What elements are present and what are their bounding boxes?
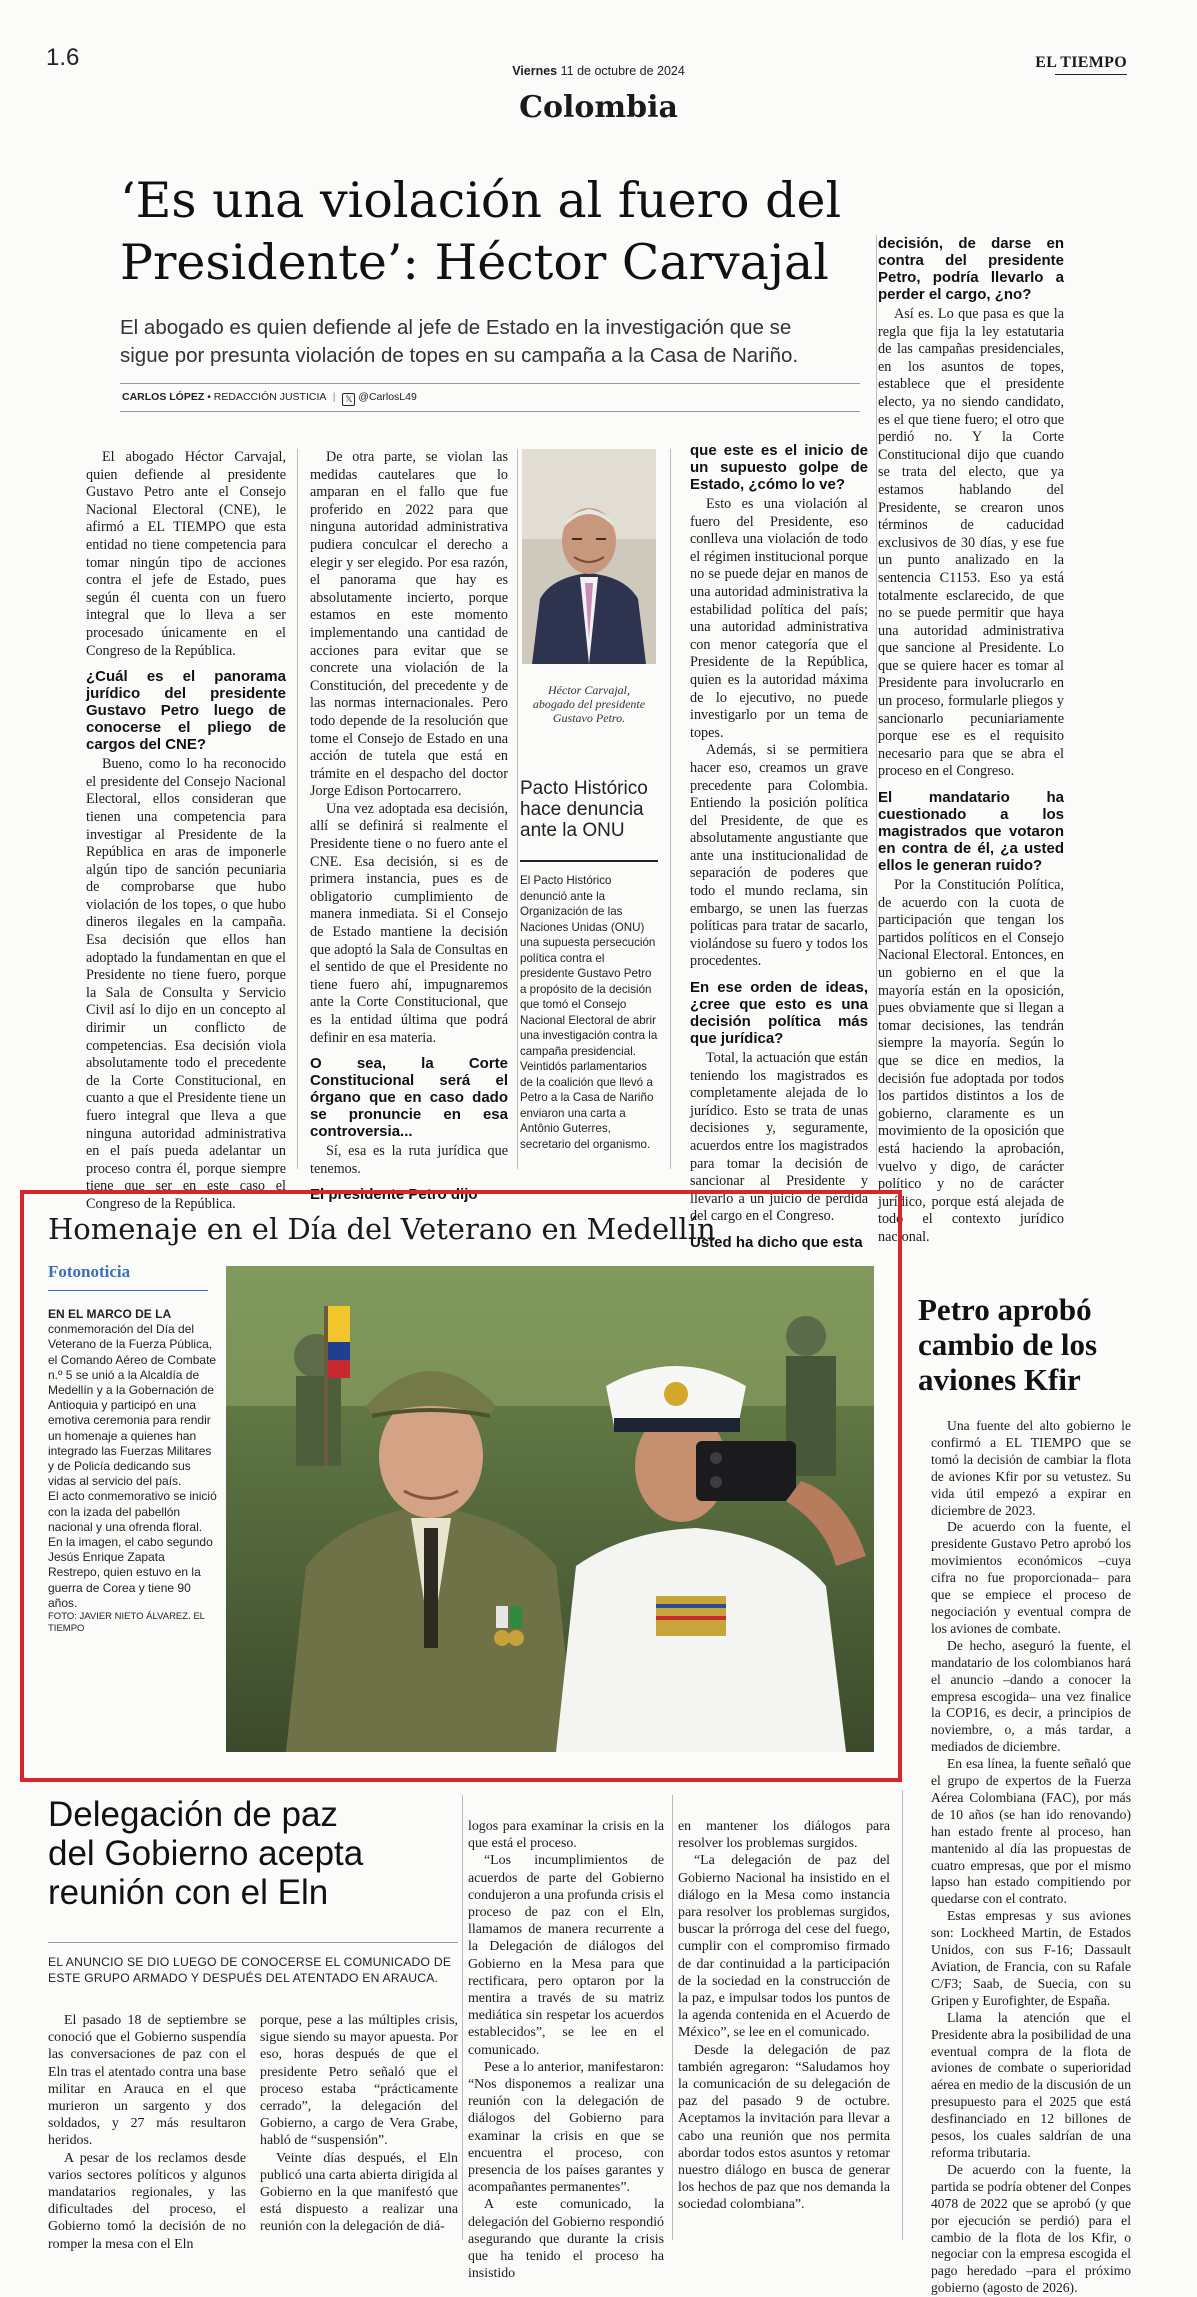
sidebar-text: El Pacto Histórico denunció ante la Organización de las Naciones Unidas (ONU) una supuesta persecución política contra el presidente Gustavo Petro a propósito de la decisión que tomó el Consejo Nacional Electoral de abrir una investigación contra la campaña presidencial. Veintidós parlamentarios de la coalición que llevó a Petro a la Casa de Nariño enviaron una carta a Antônio Guterres, secretario del organismo. — [520, 874, 658, 1151]
eln-headline-line-1: Delegación de paz — [48, 1795, 338, 1834]
eln-headline — [48, 1795, 448, 1912]
paragraph: Total, la actuación que están teniendo los magistrados es completamente alejada de lo jurídico. Esto se trata de unas decisiones y, seguramente, acuerdos entre los magistrados para tomar la decisión de sancionar al Presidente y llevarlo a un juicio de pérdida del cargo en el Congreso. — [690, 1050, 868, 1225]
paragraph: De acuerdo con la fuente, la partida se podría obtener del Conpes 4078 de 2022 que se aprobó (y que por ejecución se perdió) para el cambio de la flota de los Kfir, o negociar con la empresa escogida el pago heredado –para el próximo gobierno (agosto de 2026). — [931, 2161, 1131, 2296]
photo-feature-text — [48, 1307, 220, 1635]
byline-rule-bottom — [120, 411, 860, 412]
page-number: 1.6 — [46, 44, 80, 71]
byline-rule-top — [120, 383, 860, 384]
paragraph: A este comunicado, la delegación del Gobierno respondió asegurando que durante la crisis que ha tenido el proceso ha insistido — [468, 2197, 664, 2282]
paragraph: Una fuente del alto gobierno le confirmó a EL TIEMPO que se tomó la decisión de cambiar la flota de aviones Kfir por su vetustez. Su vida útil empezó a expirar en diciembre de 2023. — [931, 1418, 1131, 1518]
paragraph: Pese a lo anterior, manifestaron: “Nos disponemos a realizar una reunión con la delegación de diálogos del Gobierno para examinar la crisis en que se encuentra el proceso, con presencia de los países garantes y acompañantes permanentes”. — [468, 2059, 664, 2196]
paragraph: “Los incumplimientos de acuerdos de parte del Gobierno condujeron a una profunda crisis el proceso de paz con el Eln, llamamos de manera recurrente a la Delegación de diálogos del Gobierno en la Mesa para que rectificara, pero optaron por la mentira a través de su matriz mediática sin respetar los acuerdos establecidos”, se lee en el comunicado. — [468, 1853, 664, 2058]
byline-separator: | — [332, 391, 336, 403]
main-headline — [120, 170, 860, 294]
question: El presidente Petro dijo — [310, 1186, 478, 1204]
column-divider — [462, 1795, 463, 2240]
kfir-body — [931, 1418, 1131, 2297]
deck-line-2: sigue por presunta violación de topes en su campaña a la Casa de Nariño. — [120, 344, 799, 367]
masthead-rule — [1055, 74, 1127, 75]
sidebar-title: Pacto Histórico hace denuncia ante la ONU — [520, 778, 648, 841]
paragraph: Estas empresas y sus aviones son: Lockheed Martin, de Estados Unidos, con sus F-16; Dassault Aviation, de Francia, con su Rafale C/F3; Saab, de Suecia, con su Gripen y Eurofighter, de España. — [931, 1908, 1131, 2008]
paragraph: De acuerdo con la fuente, el presidente Gustavo Petro aprobó los movimientos económicos –cuya cifra no fue proporcionada– para que se empiece el proceso de negociación y eventual compra de los aviones de combate. — [931, 1519, 1131, 1636]
eln-summary: EL ANUNCIO SE DIO LUEGO DE CONOCERSE EL COMUNICADO DE ESTE GRUPO ARMADO Y DESPUÉS DEL ATENTADO EN ARAUCA. — [48, 1955, 452, 1985]
byline-handle[interactable]: @CarlosL49 — [358, 391, 417, 403]
paragraph: en mantener los diálogos para resolver los problemas surgidos. — [678, 1819, 890, 1852]
paragraph: De hecho, aseguró la fuente, el mandatario de los colombianos hará el anuncio –dando a conocer la empresa escogida– una vez finalice la COP16, es decir, a principios de noviembre, o, a más tardar, a mediados de diciembre. — [931, 1637, 1131, 1755]
eln-headline-line-3: reunión con el Eln — [48, 1873, 329, 1912]
masthead: EL TIEMPO — [1035, 54, 1127, 71]
paragraph: Sí, esa es la ruta jurídica que tenemos. — [310, 1143, 508, 1177]
byline-name: CARLOS LÓPEZ — [122, 391, 205, 403]
main-col-1 — [86, 449, 286, 1214]
question: Usted ha dicho que esta — [690, 1233, 863, 1251]
feature-paragraph: El acto conmemorativo se inició con la izada del pabellón nacional y una ofrenda floral. En la imagen, el cabo segundo Jesús Enrique Zapata Restrepo, quien estuvo en la guerra de Corea y tiene 90 años. — [48, 1489, 217, 1610]
paragraph: logos para examinar la crisis en la que está el proceso. — [468, 1819, 664, 1852]
photo-credit: FOTO: JAVIER NIETO ÁLVAREZ. EL TIEMPO — [48, 1611, 205, 1635]
question: ¿Cuál es el panorama jurídico del presidente Gustavo Petro luego de conocerse el pliego de cargos del CNE? — [86, 668, 286, 754]
main-col-2 — [310, 449, 508, 1206]
paragraph: Por la Constitución Política, de acuerdo con la cuota de participación que tengan los partidos políticos en el Consejo Nacional Electoral. Entonces, en un gobierno en el que la mayoría están en la oposición, pues obviamente que si llegan a tomar decisiones, las tendrán siempre la mayoría. Según lo que se dice en medios, la decisión fue adoptada por todos los partidos distintos a los de gobierno, claramente es un movimiento de la oposición que está haciendo la aprobación, vuelvo y digo, de carácter político y no de carácter jurídico, porque está alejada de todo el contexto jurídico nacional. — [878, 877, 1064, 1245]
paragraph: Veinte días después, el Eln publicó una carta abierta dirigida al Gobierno en la que manifestó que está dispuesto a realizar una reunión con la delegación de diá- — [260, 2150, 458, 2235]
kfir-headline: Petro aprobó cambio de los aviones Kfir — [918, 1292, 1098, 1397]
feature-paragraph: conmemoración del Día del Veterano de la Fuerza Pública, el Comando Aéreo de Combate n.º 5 se unió a la Alcaldía de Medellín y a la Gobernación de Antioquia y participó en una emotiva ceremonia para rendir un homenaje a quienes han integrado las Fuerzas Militares y de Policía dedicando sus vidas al servicio del país. — [48, 1322, 217, 1489]
main-col-4 — [690, 442, 868, 1254]
paragraph: Bueno, como lo ha reconocido el presidente del Consejo Nacional Electoral, ellos consideran que tienen una competencia para investigar al Presidente de la República en aras de imponerle algún tipo de sanción pecuniaria de comprobarse que hubo violación de los topes, o que hubo dineros ilegales en la campaña. Esa decisión que ellos han adoptado la fundamentan en que el Presidente no tiene fuero, porque la Sala de Consulta y Servicio Civil así lo dijo en un concepto al dirimir un conflicto de competencias. Esa decisión viola absolutamente todo el precedente de la Corte Constitucional, en cuanto a que el Presidente tiene un fuero integral que lleva a que ninguna autoridad administrativa en el país pueda adelantar un proceso contra él, porque siempre tiene que ser en este caso el Congreso de la República. — [86, 756, 286, 1212]
eln-headline-line-2: del Gobierno acepta — [48, 1834, 364, 1873]
byline-desk: • REDACCIÓN JUSTICIA — [207, 391, 326, 403]
main-deck — [120, 314, 860, 370]
paragraph: El pasado 18 de septiembre se conoció que el Gobierno suspendía las conversaciones de paz con el Eln tras el atentado contra una base militar en Arauca en el que murieron un sargento y dos soldados, y 27 más resultaron heridos. — [48, 2013, 246, 2149]
paragraph: porque, pese a las múltiples crisis, sigue siendo su mayor apuesta. Por eso, horas después de que el presidente Petro señaló que el proceso estaba “prácticamente cerrado”, la delegación del Gobierno, a cargo de Vera Grabe, habló de “suspensión”. — [260, 2013, 458, 2149]
headline-line-1: ‘Es una violación al fuero del — [120, 172, 842, 229]
eln-summary-rule — [48, 1942, 458, 1943]
column-divider — [297, 449, 298, 1169]
eln-col-1 — [48, 2012, 246, 2253]
paragraph: Así es. Lo que pasa es que la regla que fija la ley estatutaria de las campañas presidenciales, en los asuntos de topes, establece que el presidente electo, ya no siendo candidato, es el que tiene fuero; el otro que perdió no. Y la Corte Constitucional dijo que cuando se trata del electo, que ya estamos hablando del Presidente, se crearon unos términos de caducidad exclusivos de 30 días, y ese fue un punto analizado en la sentencia C1153. Eso ya está totalmente esclarecido, de que no se puede permitir que haya una autoridad administrativa que sancione al Presidente. Lo que se quiere hacer es tomar al Presidente para involucrarlo en un proceso, formularle pliegos y sancionarlo pecuniariamente porque ese es el requisito necesario para que se abra el proceso en el Congreso. — [878, 306, 1064, 780]
veteran-photo — [226, 1266, 874, 1752]
question: En ese orden de ideas, ¿cree que esto es una decisión política más que jurídica? — [690, 979, 868, 1048]
date-line — [0, 64, 1197, 78]
column-divider — [672, 1795, 673, 2240]
paragraph: Esto es una violación al fuero del Presidente, eso conlleva una violación de todo el régimen institucional porque no se puede dejar en manos de una autoridad administrativa la estabilidad política del país; una autoridad administrativa con menor categoría que el Presidente de la República, quien es la autoridad máxima de lo ejecutivo, no puede investigarlo por un tema de topes. — [690, 496, 868, 741]
column-divider — [876, 235, 877, 1170]
question: que este es el inicio de un supuesto golpe de Estado, ¿cómo lo ve? — [690, 442, 868, 493]
paragraph: Una vez adoptada esa decisión, allí se definirá si realmente el Presidente tiene o no fuero ante el CNE. Esa decisión, si es de primera instancia, pues es de obligatorio cumplimiento de manera inmediata. Si el Consejo de Estado mantiene la decisión que adoptó la Sala de Consultas en el sentido de que el Presidente no tiene fuero ahí, impugnaremos ante la Corte Constitucional, que es la entidad última que podrá definir en esa materia. — [310, 800, 508, 1046]
paragraph: “La delegación de paz del Gobierno Nacional ha insistido en el diálogo en la Mesa como instancia para resolver los problemas surgidos, buscar la prórroga del cese del fuego, cumplir con el compromiso firmado de dar continuidad a la participación de la sociedad en la construcción de la paz, e impulsar todos los puntos de la agenda contenida en el Acuerdo de México”, se lee en el comunicado. — [678, 1853, 890, 2041]
paragraph: De otra parte, se violan las medidas cautelares que lo amparan en el fallo que fue proferido en 2022 para que ninguna autoridad administrativa pudiera conculcar el derecho a elegir y ser elegido. Por esa razón, el panorama que hay es absolutamente incierto, porque estamos en este momento implementando una cantidad de acciones para evitar que se concrete una violación de la Constitución, del precedente y de las normas internacionales. Pero todo depende de la resolución que tome el Consejo de Estado en una acción de tutela que está en trámite en el despacho del doctor Jorge Edison Portocarrero. — [310, 449, 508, 800]
date-rest: 11 de octubre de 2024 — [560, 64, 685, 78]
question: O sea, la Corte Constitucional será el órgano que en caso dado se pronuncie en esa controversia... — [310, 1055, 508, 1141]
eln-col-4 — [678, 1818, 890, 2214]
main-col-5 — [878, 235, 1064, 1247]
paragraph: Desde la delegación de paz también agregaron: “Saludamos hoy la comunicación de su delegación de paz del pasado 9 de octubre. Aceptamos la invitación para llevar a cabo una reunión que nos permita abordar todos estos asuntos y retomar nuestro diálogo en busca de generar los hechos de paz que nos demanda la sociedad colombiana”. — [678, 2042, 890, 2213]
paragraph: El abogado Héctor Carvajal, quien defiende al presidente Gustavo Petro ante el Consejo Nacional Electoral (CNE), le afirmó a EL TIEMPO que esta entidad no tiene competencia para tomar ningún tipo de acciones contra el jefe de Estado, pues según él cuenta con un fuero integral que lo lleva a ser procesado únicamente en el Congreso de la República. — [86, 449, 286, 659]
x-icon: 𝕏 — [342, 393, 355, 406]
paragraph: Además, si se permitiera hacer eso, creamos un grave precedente para Colombia. Entiendo la posición política del Presidente, de que es absolutamente angustiante que ante una institucionalidad de separación de poderes que todo el mundo reclama, sin embargo, se unen las fuerzas políticas para tratar de sacarlo, violándose su fuero y todos los procedentes. — [690, 742, 868, 970]
paragraph: Llama la atención que el Presidente abra la posibilidad de una eventual compra de la flota de aviones de combate o superioridad aérea en medio de la discusión de un presupuesto para el 2025 que está desfinanciado en 12 billones de pesos, los cuales saldrían de una reforma tributaria. — [931, 2009, 1131, 2160]
eln-col-3 — [468, 1818, 664, 2282]
paragraph: A pesar de los reclamos desde varios sectores políticos y algunos mandatarios regionales, y las dificultades del proceso, el Gobierno tomó la decisión de no romper la mesa con el Eln — [48, 2150, 246, 2252]
fotonoticia-label: Fotonoticia — [48, 1262, 131, 1281]
portrait-photo — [522, 449, 656, 664]
lead-in: EN EL MARCO DE LA — [48, 1307, 172, 1321]
date-day: Viernes — [512, 64, 558, 78]
fotonoticia-rule — [48, 1290, 208, 1291]
portrait-caption: Héctor Carvajal, abogado del presidente Gustavo Petro. — [532, 683, 646, 725]
headline-line-2: Presidente’: Héctor Carvajal — [120, 234, 829, 291]
column-divider — [517, 449, 518, 1169]
column-divider — [670, 449, 671, 1169]
photo-feature-title: Homenaje en el Día del Veterano en Medellín — [48, 1212, 716, 1246]
eln-col-2 — [260, 2012, 458, 2236]
section-title: Colombia — [519, 90, 678, 125]
sidebar-rule — [520, 860, 658, 862]
question: El mandatario ha cuestionado a los magistrados que votaron en contra de él, ¿a usted ellos le generan ruido? — [878, 789, 1064, 875]
column-divider — [902, 1790, 903, 2240]
paragraph: En esa línea, la fuente señaló que el grupo de expertos de la Fuerza Aérea Colombiana (FAC), por más de 10 años (se han ido renovando) han estado frente al proceso, han mantenido al día las propuestas de cuatro empresas, que por el mismo lapso han estado compitiendo por quedarse con el contrato. — [931, 1756, 1131, 1907]
question: decisión, de darse en contra del presidente Petro, podría llevarlo a perder el cargo, ¿no? — [878, 235, 1064, 303]
deck-line-1: El abogado es quien defiende al jefe de Estado en la investigación que se — [120, 316, 792, 339]
byline — [122, 391, 417, 406]
